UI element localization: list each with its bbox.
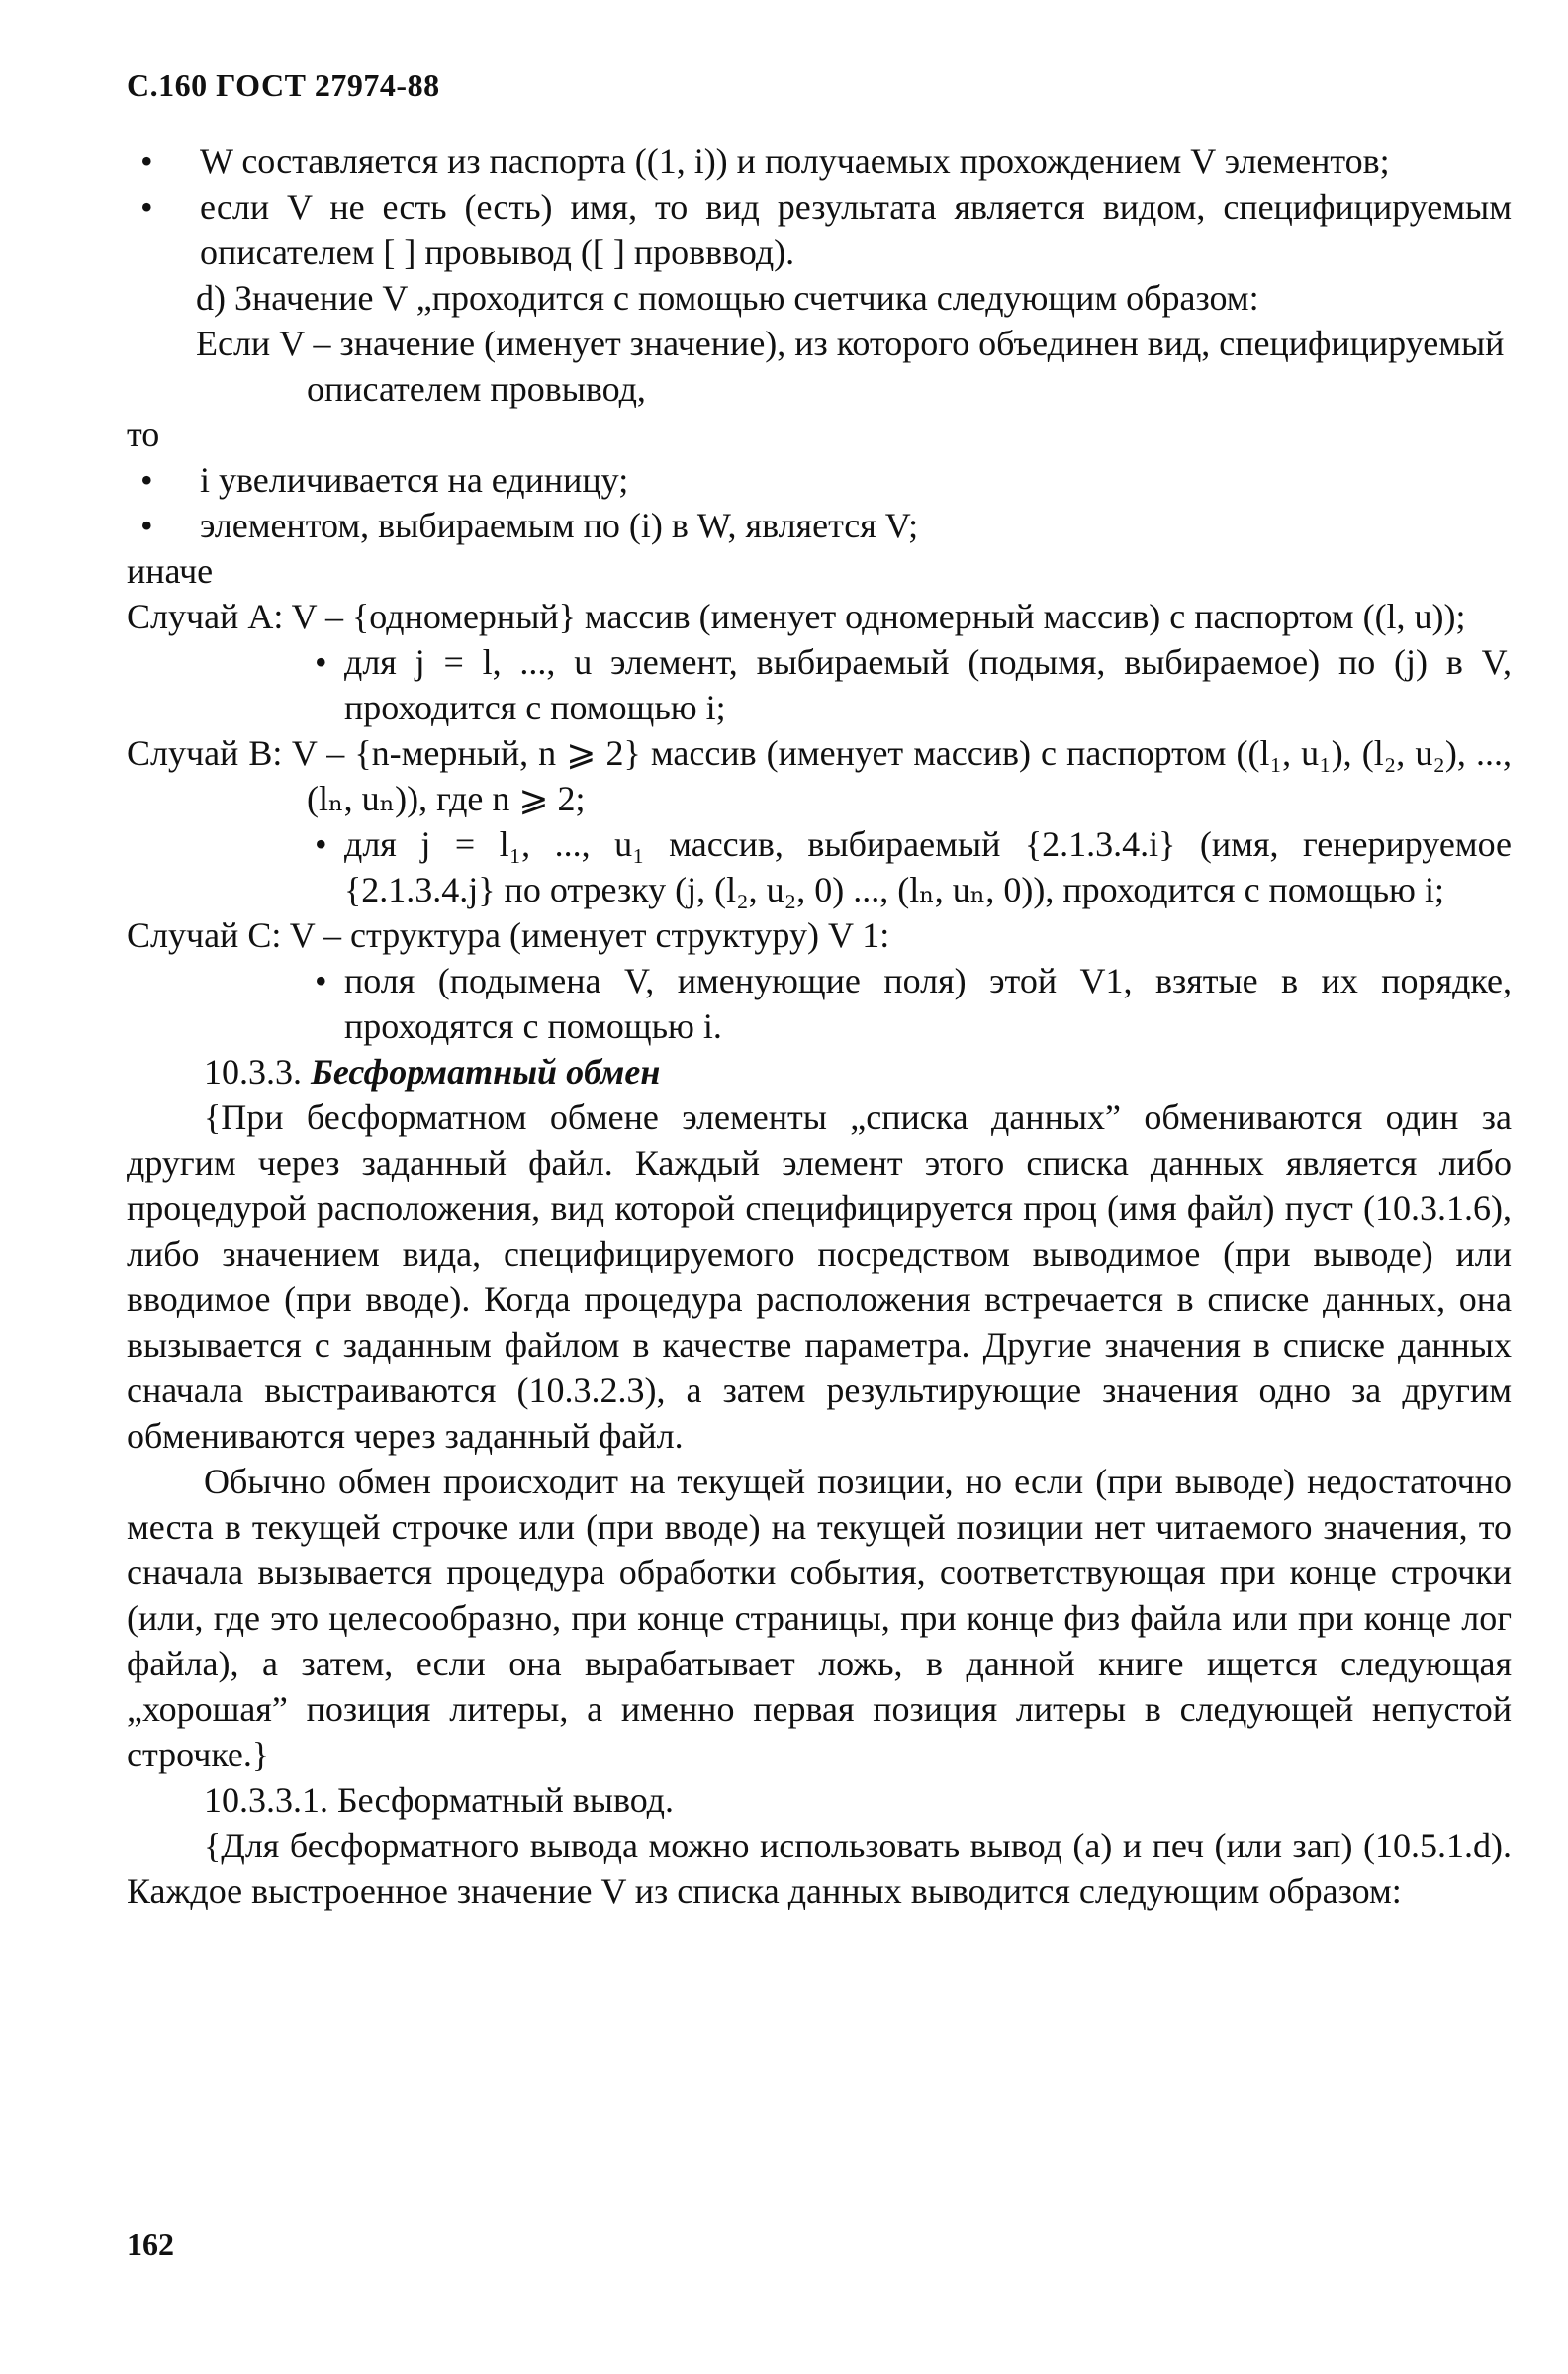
paragraph: Если V – значение (именует значение), из которого объединен вид, специфицируемый описателем провывод, — [196, 324, 1505, 409]
section-title: Бесформатный обмен — [311, 1052, 661, 1092]
case-a: Случай A: V – {одномерный} массив (именует одномерный массив) с паспортом ((l, u)); — [127, 597, 1466, 636]
list-item: • для j = l, ..., u элемент, выбираемый (подымя, выбираемое) по (j) в V, проходится с помощью i; — [127, 639, 1512, 730]
page-number: 162 — [127, 2227, 174, 2262]
case-c: Случай C: V – структура (именует структуру) V 1: — [127, 915, 890, 955]
paragraph: {Для бесформатного вывода можно использовать вывод (a) и печ (или зап) (10.5.1.d). Каждое выстроенное значение V из списка данных выводится следующим образом: — [127, 1826, 1512, 1911]
paragraph: d) Значение V „проходится с помощью счетчика следующим образом: — [196, 278, 1259, 318]
paragraph: Обычно обмен происходит на текущей позиции, но если (при выводе) недостаточно места в текущей строчке или (при вводе) на текущей позиции нет читаемого значения, то сначала вызывается процедура обработки события, соответствующая при конце строчки (или, где это целесообразно, при конце страницы, при конце физ файла или при конце лог файла), а затем, если она вырабатывает ложь, в данной книге ищется следующая „хорошая” позиция литеры, а именно первая позиция литеры в следующей непустой строчке.} — [127, 1462, 1512, 1774]
paragraph: то — [127, 415, 160, 454]
subsection-heading: 10.3.3.1. Бесформатный вывод. — [204, 1780, 674, 1820]
page-header: С.160 ГОСТ 27974-88 — [127, 67, 440, 103]
list-item: • i увеличивается на единицу; — [127, 457, 1512, 503]
list-item: • поля (подымена V, именующие поля) этой V1, взятые в их порядке, проходятся с помощью i. — [127, 958, 1512, 1049]
case-b: Случай B: V – {n-мерный, n ⩾ 2} массив (именует массив) с паспортом ((l₁, u₁), (l₂, u₂), ..., (lₙ, uₙ)), где n ⩾ 2; — [127, 733, 1512, 818]
body-text — [127, 139, 1512, 1914]
paragraph: {При бесформатном обмене элементы „списка данных” обмениваются один за другим через заданный файл. Каждый элемент этого списка данных является либо процедурой расположения, вид которой специфицируется проц (имя файл) пуст (10.3.1.6), либо значением вида, специфицируемого посредством выводимое (при выводе) или вводимое (при вводе). Когда процедура расположения встречается в списке данных, она вызывается с заданным файлом в качестве параметра. Другие значения в списке данных сначала выстраиваются (10.3.2.3), а затем результирующие значения одно за другим обмениваются через заданный файл. — [127, 1097, 1512, 1456]
section-heading — [127, 1049, 1512, 1094]
list-item: • если V не есть (есть) имя, то вид результата является видом, специфицируемым описателем [ ] провывод ([ ] провввод). — [127, 184, 1512, 275]
list-item: • элементом, выбираемым по (i) в W, является V; — [127, 503, 1512, 548]
section-number: 10.3.3. — [204, 1052, 302, 1092]
list-item: • W составляется из паспорта ((1, i)) и получаемых прохождением V элементов; — [127, 139, 1512, 184]
list-item: • для j = l₁, ..., u₁ массив, выбираемый {2.1.3.4.i} (имя, генерируемое {2.1.3.4.j} по отрезку (j, (l₂, u₂, 0) ..., (lₙ, uₙ, 0)), проходится с помощью i; — [127, 821, 1512, 912]
paragraph: иначе — [127, 551, 214, 591]
